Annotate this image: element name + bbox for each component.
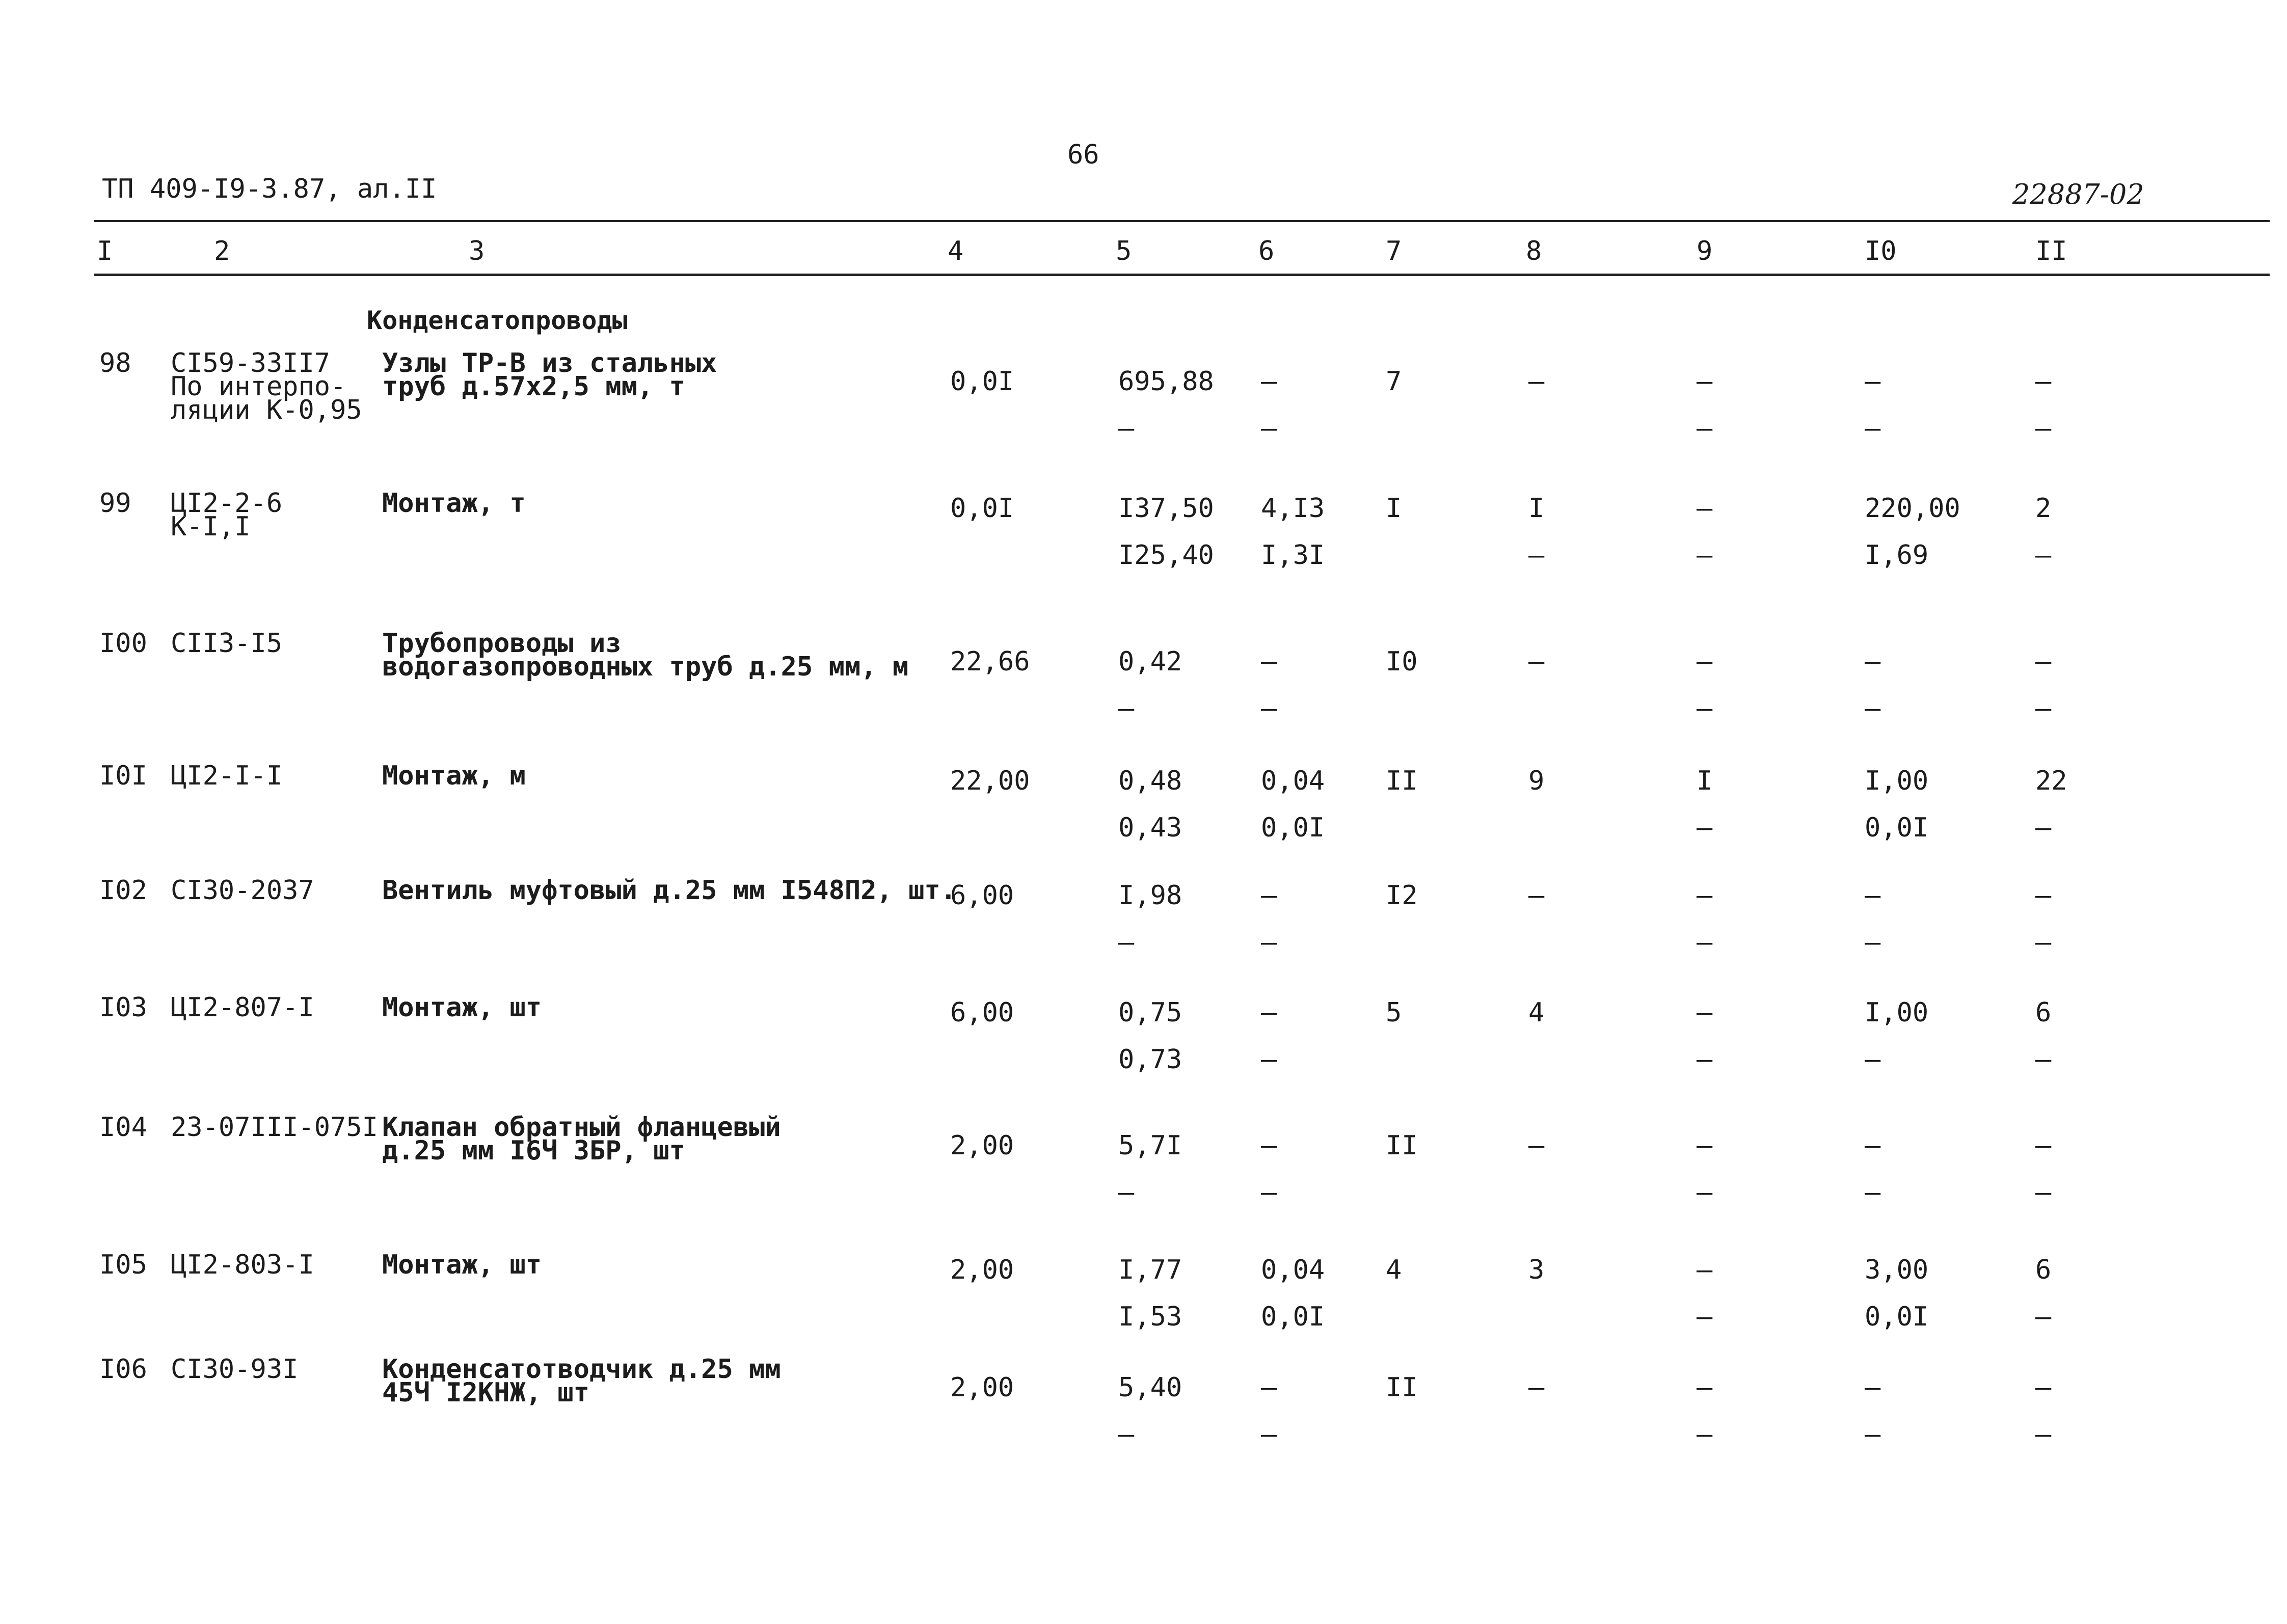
rate-code: 23-07III-075I <box>171 1112 378 1143</box>
machine-cost: 0,04 <box>1261 766 1325 796</box>
column-header-11: II <box>2035 236 2067 266</box>
col-9-value: – <box>1697 1372 1713 1403</box>
unit-cost-wages: I,53 <box>1118 1302 1182 1332</box>
unit-cost-wages: I25,40 <box>1118 540 1214 571</box>
col-7-value: 7 <box>1386 366 1402 397</box>
col-8-value: 4 <box>1528 997 1545 1028</box>
col-11-lower: – <box>2035 1419 2052 1450</box>
machine-cost-wages: – <box>1261 1044 1277 1075</box>
quantity: 2,00 <box>950 1255 1014 1285</box>
work-name: Вентиль муфтовый д.25 мм I548П2, шт. <box>382 875 957 906</box>
column-header-9: 9 <box>1697 236 1713 266</box>
quantity: 2,00 <box>950 1130 1014 1161</box>
col-8-value: – <box>1528 366 1545 397</box>
unit-cost: I,77 <box>1118 1255 1182 1285</box>
machine-cost-wages: – <box>1261 927 1277 958</box>
col-10-value: – <box>1865 1130 1881 1161</box>
col-11-lower: – <box>2035 813 2052 843</box>
quantity: 0,0I <box>950 493 1014 524</box>
quantity: 0,0I <box>950 366 1014 397</box>
col-11-value: 22 <box>2035 766 2067 796</box>
row-number: I0I <box>99 761 147 791</box>
col-10-value: – <box>1865 366 1881 397</box>
quantity: 2,00 <box>950 1372 1014 1403</box>
row-number: I00 <box>99 628 147 659</box>
unit-cost-wages: 0,43 <box>1118 813 1182 843</box>
quantity: 6,00 <box>950 997 1014 1028</box>
unit-cost-wages: 0,73 <box>1118 1044 1182 1075</box>
row-number: I03 <box>99 992 147 1023</box>
document-stamp: 22887-02 <box>2012 178 2144 210</box>
unit-cost: I,98 <box>1118 880 1182 911</box>
row-number: I05 <box>99 1250 147 1280</box>
work-name: Трубопроводы из водогазопроводных труб д.25 мм, м <box>382 628 909 682</box>
unit-cost-wages: – <box>1118 1177 1135 1208</box>
col-7-value: II <box>1386 766 1418 796</box>
col-9-value: I <box>1697 766 1713 796</box>
col-7-value: II <box>1386 1130 1418 1161</box>
unit-cost-wages: – <box>1118 1419 1135 1450</box>
col-7-value: II <box>1386 1372 1418 1403</box>
column-header-4: 4 <box>948 236 964 266</box>
rate-code: СI30-93I <box>171 1354 299 1385</box>
col-11-lower: – <box>2035 413 2052 444</box>
col-9-value: – <box>1697 646 1713 677</box>
col-10-value: – <box>1865 646 1881 677</box>
header-rule-top <box>94 220 2270 222</box>
col-11-lower: – <box>2035 540 2052 571</box>
col-10-value: 220,00 <box>1865 493 1960 524</box>
col-10-value: 3,00 <box>1865 1255 1929 1285</box>
col-8-lower: – <box>1528 540 1545 571</box>
document-reference: ТП 409-I9-3.87, ал.II <box>102 174 437 204</box>
row-number: I02 <box>99 875 147 906</box>
col-11-value: – <box>2035 880 2052 911</box>
rate-code: ЦI2-807-I <box>171 992 314 1023</box>
col-10-lower: 0,0I <box>1865 1302 1929 1332</box>
col-9-lower: – <box>1697 927 1713 958</box>
rate-code: ЦI2-I-I <box>171 761 283 791</box>
machine-cost: – <box>1261 997 1277 1028</box>
col-7-value: I <box>1386 493 1402 524</box>
col-11-lower: – <box>2035 693 2052 724</box>
machine-cost: 4,I3 <box>1261 493 1325 524</box>
col-10-lower: – <box>1865 1177 1881 1208</box>
unit-cost: I37,50 <box>1118 493 1214 524</box>
work-name: Клапан обратный фланцевый д.25 мм I6Ч 3БР, шт <box>382 1112 781 1166</box>
col-10-lower: – <box>1865 413 1881 444</box>
unit-cost-wages: – <box>1118 413 1135 444</box>
col-11-lower: – <box>2035 1302 2052 1332</box>
machine-cost-wages: – <box>1261 1177 1277 1208</box>
row-number: I06 <box>99 1354 147 1385</box>
work-name: Конденсатотводчик д.25 мм 45Ч I2КНЖ, шт <box>382 1354 781 1408</box>
unit-cost: 0,48 <box>1118 766 1182 796</box>
row-number: 98 <box>99 348 131 378</box>
work-name: Монтаж, шт <box>382 992 542 1023</box>
col-11-value: – <box>2035 646 2052 677</box>
rate-code: СI30-2037 <box>171 875 314 906</box>
col-10-value: I,00 <box>1865 766 1929 796</box>
row-number: I04 <box>99 1112 147 1143</box>
work-name: Монтаж, т <box>382 488 526 519</box>
col-7-value: 4 <box>1386 1255 1402 1285</box>
col-10-lower: 0,0I <box>1865 813 1929 843</box>
col-9-lower: – <box>1697 813 1713 843</box>
col-9-value: – <box>1697 1130 1713 1161</box>
machine-cost: – <box>1261 366 1277 397</box>
column-header-1: I <box>97 236 113 266</box>
col-11-value: 2 <box>2035 493 2052 524</box>
column-header-6: 6 <box>1258 236 1275 266</box>
machine-cost-wages: 0,0I <box>1261 1302 1325 1332</box>
col-10-lower: I,69 <box>1865 540 1929 571</box>
col-8-value: – <box>1528 1130 1545 1161</box>
col-10-value: – <box>1865 1372 1881 1403</box>
col-11-lower: – <box>2035 1177 2052 1208</box>
column-header-5: 5 <box>1116 236 1132 266</box>
col-9-value: – <box>1697 880 1713 911</box>
unit-cost-wages: – <box>1118 693 1135 724</box>
col-8-value: 9 <box>1528 766 1545 796</box>
col-10-lower: – <box>1865 693 1881 724</box>
rate-code: ЦI2-803-I <box>171 1250 314 1280</box>
col-11-value: 6 <box>2035 1255 2052 1285</box>
col-9-lower: – <box>1697 1419 1713 1450</box>
col-8-value: – <box>1528 1372 1545 1403</box>
machine-cost-wages: – <box>1261 693 1277 724</box>
machine-cost-wages: I,3I <box>1261 540 1325 571</box>
column-header-7: 7 <box>1386 236 1402 266</box>
column-header-3: 3 <box>469 236 485 266</box>
col-11-lower: – <box>2035 927 2052 958</box>
work-name: Монтаж, м <box>382 761 526 791</box>
unit-cost: 695,88 <box>1118 366 1214 397</box>
col-11-value: – <box>2035 366 2052 397</box>
col-9-lower: – <box>1697 1177 1713 1208</box>
col-8-value: 3 <box>1528 1255 1545 1285</box>
column-header-10: I0 <box>1865 236 1897 266</box>
col-9-lower: – <box>1697 1302 1713 1332</box>
col-10-lower: – <box>1865 1419 1881 1450</box>
unit-cost-wages: – <box>1118 927 1135 958</box>
rate-code: СI59-33II7 По интерпо- ляции К-0,95 <box>171 348 362 425</box>
quantity: 6,00 <box>950 880 1014 911</box>
col-9-value: – <box>1697 997 1713 1028</box>
col-10-lower: – <box>1865 1044 1881 1075</box>
rate-code: СII3-I5 <box>171 628 283 659</box>
machine-cost: – <box>1261 1372 1277 1403</box>
col-7-value: I2 <box>1386 880 1418 911</box>
col-11-value: – <box>2035 1372 2052 1403</box>
quantity: 22,66 <box>950 646 1030 677</box>
col-11-lower: – <box>2035 1044 2052 1075</box>
col-10-lower: – <box>1865 927 1881 958</box>
unit-cost: 5,40 <box>1118 1372 1182 1403</box>
work-name: Монтаж, шт <box>382 1250 542 1280</box>
col-9-value: – <box>1697 1255 1713 1285</box>
machine-cost: 0,04 <box>1261 1255 1325 1285</box>
machine-cost: – <box>1261 646 1277 677</box>
col-10-value: – <box>1865 880 1881 911</box>
machine-cost: – <box>1261 880 1277 911</box>
column-header-2: 2 <box>214 236 230 266</box>
col-9-value: – <box>1697 493 1713 524</box>
col-7-value: 5 <box>1386 997 1402 1028</box>
machine-cost-wages: – <box>1261 1419 1277 1450</box>
col-9-value: – <box>1697 366 1713 397</box>
rate-code: ЦI2-2-6 К-I,I <box>171 488 283 542</box>
machine-cost-wages: – <box>1261 413 1277 444</box>
section-title: Конденсатопроводы <box>367 306 628 335</box>
unit-cost: 0,42 <box>1118 646 1182 677</box>
col-10-value: I,00 <box>1865 997 1929 1028</box>
header-rule-bottom <box>94 274 2270 276</box>
col-11-value: – <box>2035 1130 2052 1161</box>
col-9-lower: – <box>1697 693 1713 724</box>
col-7-value: I0 <box>1386 646 1418 677</box>
col-9-lower: – <box>1697 540 1713 571</box>
machine-cost-wages: 0,0I <box>1261 813 1325 843</box>
col-9-lower: – <box>1697 1044 1713 1075</box>
unit-cost: 0,75 <box>1118 997 1182 1028</box>
col-9-lower: – <box>1697 413 1713 444</box>
page-number: 66 <box>1067 140 1099 170</box>
col-8-value: – <box>1528 880 1545 911</box>
unit-cost: 5,7I <box>1118 1130 1182 1161</box>
row-number: 99 <box>99 488 131 519</box>
machine-cost: – <box>1261 1130 1277 1161</box>
col-8-value: I <box>1528 493 1545 524</box>
col-8-value: – <box>1528 646 1545 677</box>
quantity: 22,00 <box>950 766 1030 796</box>
col-11-value: 6 <box>2035 997 2052 1028</box>
column-header-8: 8 <box>1526 236 1542 266</box>
work-name: Узлы ТР-В из стальных труб д.57х2,5 мм, т <box>382 348 717 402</box>
